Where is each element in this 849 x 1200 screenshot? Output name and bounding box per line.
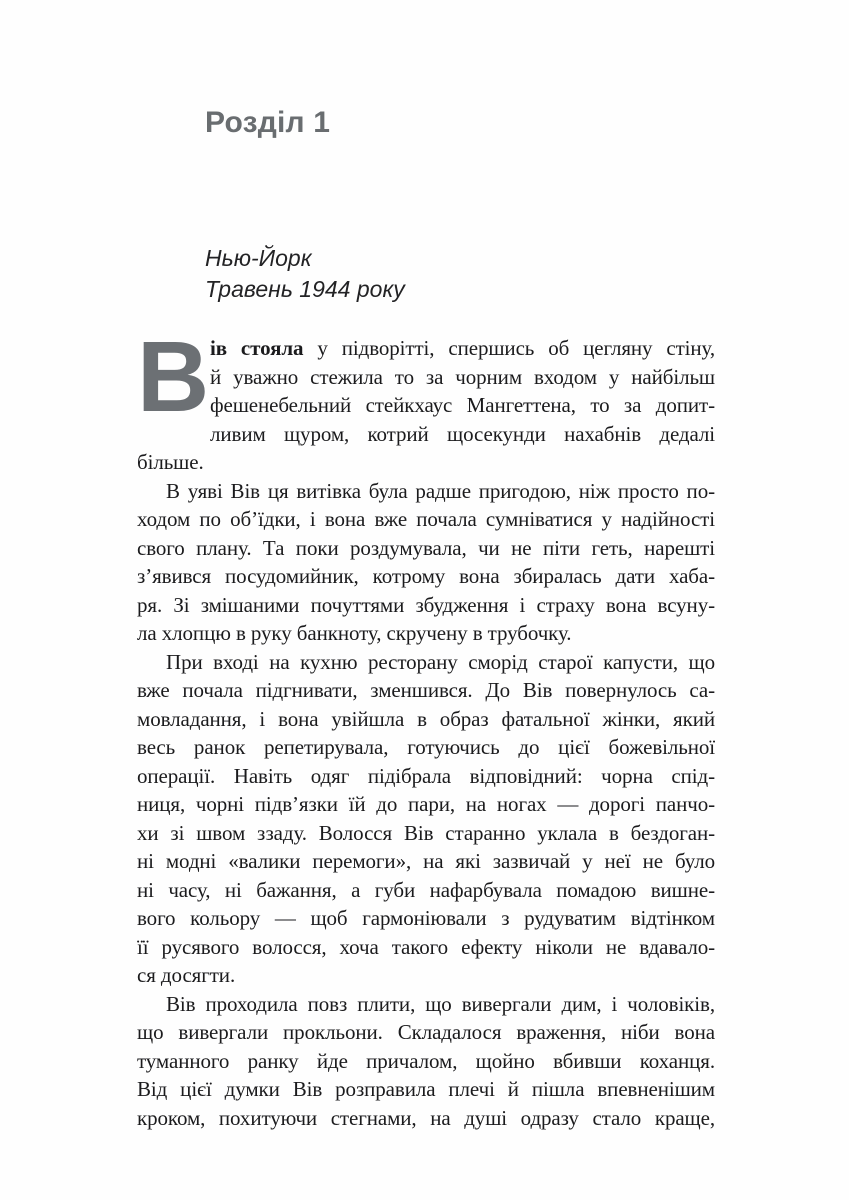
- text-line: Вів проходила повз плити, що вивергали дим, і чоловіків,: [166, 991, 715, 1016]
- text-line: ла хлопцю в руку банкноту, скручену в трубочку.: [137, 621, 572, 645]
- body-text: [137, 321, 715, 1132]
- text-line: Від цієї думки Вів розправила плечі й пішла впевненішим: [137, 1077, 715, 1101]
- text-line: В уяві Вів ця витівка була радше пригодою, ніж просто по-: [166, 478, 715, 503]
- text-line: її русявого волосся, хоча такого ефекту ніколи не вдавало-: [137, 934, 715, 959]
- drop-cap: В: [137, 321, 210, 433]
- text-line: ходом по об’їдки, і вона вже почала сумніватися у надійності: [137, 507, 715, 531]
- text-line-rest: у підворітті, спершись об цегляну стіну,: [303, 336, 715, 360]
- text-line: [137, 334, 715, 363]
- text-line: вже почала підгнивати, зменшився. До Вів повернулось са-: [137, 678, 715, 702]
- paragraph: [137, 477, 715, 648]
- text-line: хи зі швом ззаду. Волосся Вів старанно уклала в бездоган-: [137, 820, 715, 845]
- text-line: ся досягти.: [137, 963, 236, 987]
- text-line: з’явився посудомийник, котрому вона збиралась дати хаба-: [137, 564, 715, 588]
- text-line: весь ранок репетирувала, готуючись до цієї божевільної: [137, 735, 715, 759]
- text-line: туманного ранку йде причалом, щойно вбивши коханця.: [137, 1048, 715, 1073]
- text-line: що вивергали прокльони. Складалося враження, ніби вона: [137, 1020, 715, 1044]
- text-line: мовладання, і вона увійшла в образ фатальної жінки, який: [137, 706, 715, 731]
- text-line: ні часу, ні бажання, а губи нафарбувала помадою вишне-: [137, 877, 715, 902]
- text-line: операції. Навіть одяг підібрала відповідний: чорна спід-: [137, 763, 715, 788]
- dateline-city: Нью-Йорк: [205, 245, 312, 271]
- opening-rest-lines: [137, 363, 715, 477]
- dateline-date: Травень 1944 року: [205, 276, 405, 302]
- text-line: й уважно стежила то за чорним входом у найбільш: [210, 364, 715, 389]
- lead-bold-text: ів стояла: [210, 336, 304, 360]
- paragraph: [137, 648, 715, 990]
- text-line: вого кольору — щоб гармоніювали з рудуватим відтінком: [137, 906, 715, 930]
- text-line: ні модні «валики перемоги», на які зазвичай у неї не було: [137, 849, 715, 873]
- chapter-heading: Розділ 1: [205, 106, 331, 139]
- paragraph: [137, 990, 715, 1133]
- paragraph-opening: [137, 321, 715, 477]
- text-line: кроком, похитуючи стегнами, на душі одразу стало краще,: [137, 1105, 715, 1130]
- text-line: фешенебельний стейкхаус Мангеттена, то за допит-: [210, 393, 715, 417]
- paragraphs-container: [137, 477, 715, 1133]
- text-line: ливим щуром, котрий щосекунди нахабнів дедалі більше.: [137, 421, 715, 474]
- text-line: свого плану. Та поки роздумувала, чи не піти геть, нарешті: [137, 535, 715, 560]
- text-line: При вході на кухню ресторану сморід старої капусти, що: [166, 649, 715, 674]
- text-line: ниця, чорні підв’язки їй до пари, на ногах — дорогі панчо-: [137, 792, 715, 816]
- dateline: [205, 243, 405, 305]
- text-line: ря. Зі змішаними почуттями збудження і страху вона всуну-: [137, 592, 715, 617]
